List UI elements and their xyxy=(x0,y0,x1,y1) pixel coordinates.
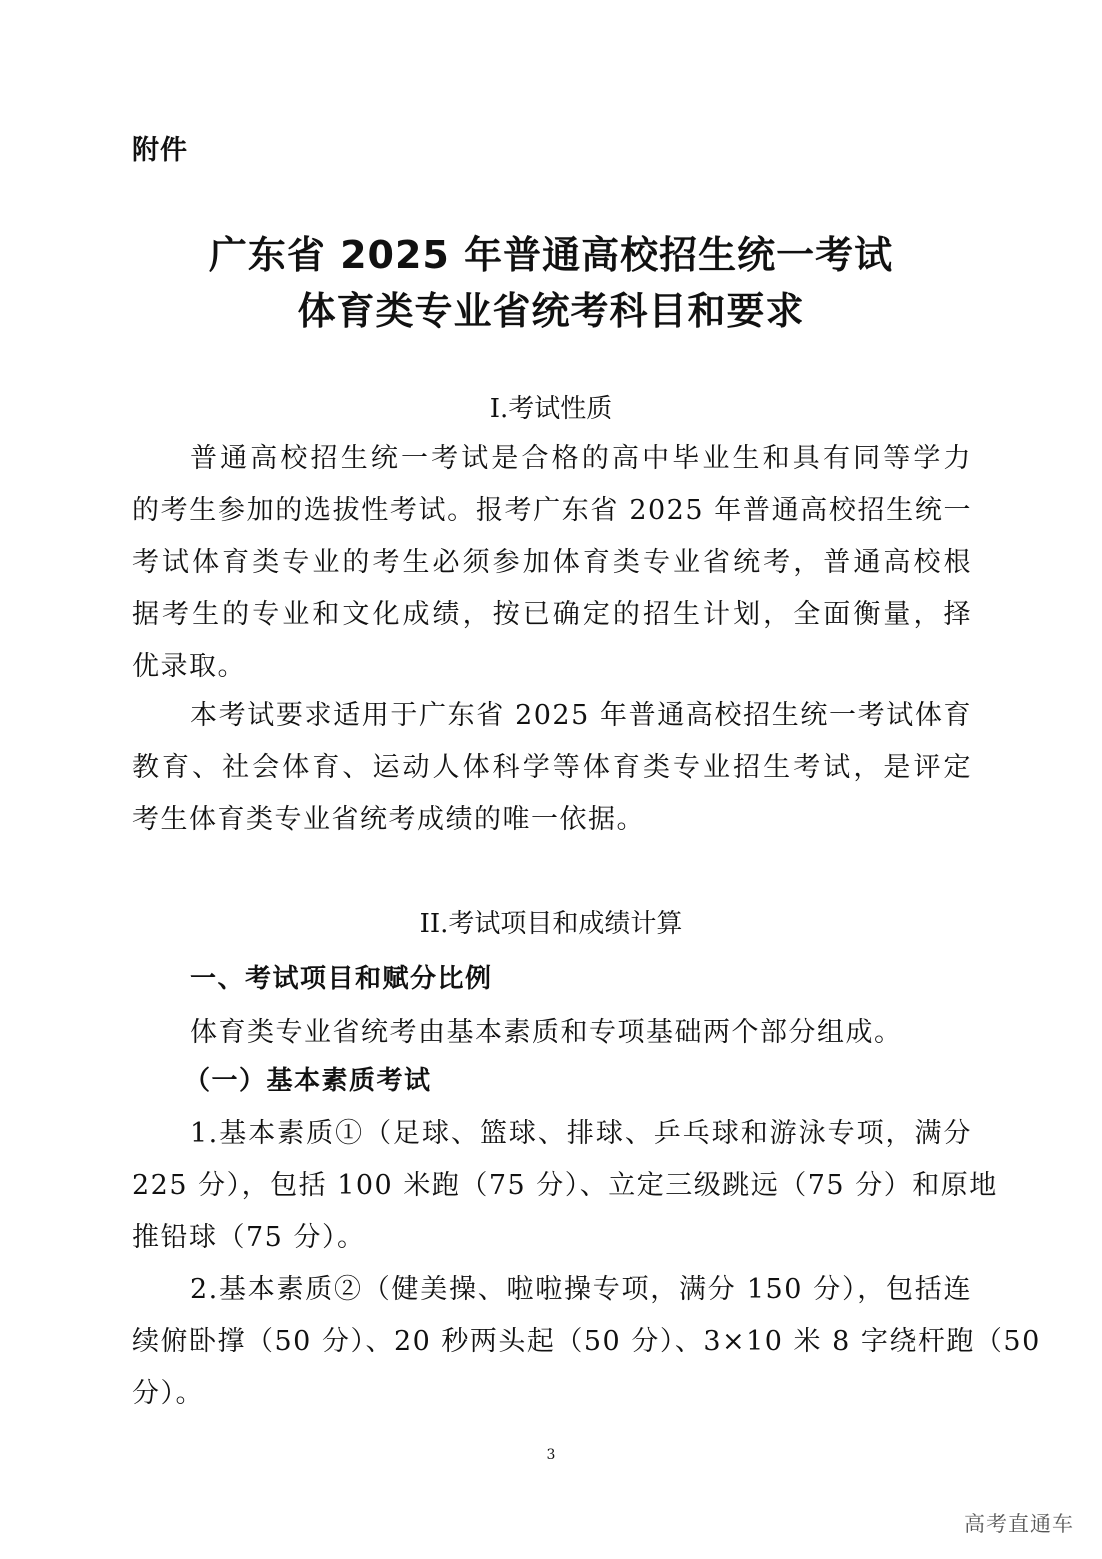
paragraph-exam-nature xyxy=(132,433,972,693)
paragraph-line: 本考试要求适用于广东省 2025 年普通高校招生统一考试体育 xyxy=(190,700,972,731)
paragraph-scope xyxy=(132,690,972,846)
subheading-items-and-weights: 一、考试项目和赋分比例 xyxy=(190,964,493,994)
paragraph-basic-fitness-1 xyxy=(132,1108,998,1264)
paragraph-line: 2.基本素质②（健美操、啦啦操专项，满分 150 分），包括连 xyxy=(190,1274,972,1305)
paragraph-line: 的考生参加的选拔性考试。报考广东省 2025 年普通高校招生统一 xyxy=(132,495,972,526)
paragraph-line: 据考生的专业和文化成绩，按已确定的招生计划，全面衡量，择 xyxy=(132,599,972,630)
document-title-line-2: 体育类专业省统考科目和要求 xyxy=(297,289,805,333)
paragraph-line: 普通高校招生统一考试是合格的高中毕业生和具有同等学力 xyxy=(190,443,972,474)
section-heading-exam-nature: I.考试性质 xyxy=(489,394,613,424)
paragraph-line: 1.基本素质①（足球、篮球、排球、乒乓球和游泳专项，满分 xyxy=(190,1118,972,1149)
paragraph-line: 优录取。 xyxy=(132,651,246,682)
paragraph-line: 续俯卧撑（50 分）、20 秒两头起（50 分）、3×10 米 8 字绕杆跑（50 xyxy=(132,1326,1041,1357)
paragraph-line: 分）。 xyxy=(132,1378,204,1409)
paragraph-line: 考生体育类专业省统考成绩的唯一依据。 xyxy=(132,804,645,835)
page-number: 3 xyxy=(546,1447,556,1463)
section-heading-exam-items: II.考试项目和成绩计算 xyxy=(419,909,683,939)
subheading-basic-fitness: （一）基本素质考试 xyxy=(184,1066,432,1096)
document-title-line-1: 广东省 2025 年普通高校招生统一考试 xyxy=(208,233,894,277)
watermark: 高考直通车 xyxy=(964,1512,1074,1536)
paragraph-composition: 体育类专业省统考由基本素质和专项基础两个部分组成。 xyxy=(190,1017,903,1048)
attachment-label: 附件 xyxy=(132,135,188,166)
paragraph-basic-fitness-2 xyxy=(132,1264,1041,1420)
paragraph-line: 考试体育类专业的考生必须参加体育类专业省统考，普通高校根 xyxy=(132,547,972,578)
paragraph-line: 推铅球（75 分）。 xyxy=(132,1222,366,1253)
paragraph-line: 225 分），包括 100 米跑（75 分）、立定三级跳远（75 分）和原地 xyxy=(132,1170,998,1201)
paragraph-line: 教育、社会体育、运动人体科学等体育类专业招生考试，是评定 xyxy=(132,752,972,783)
